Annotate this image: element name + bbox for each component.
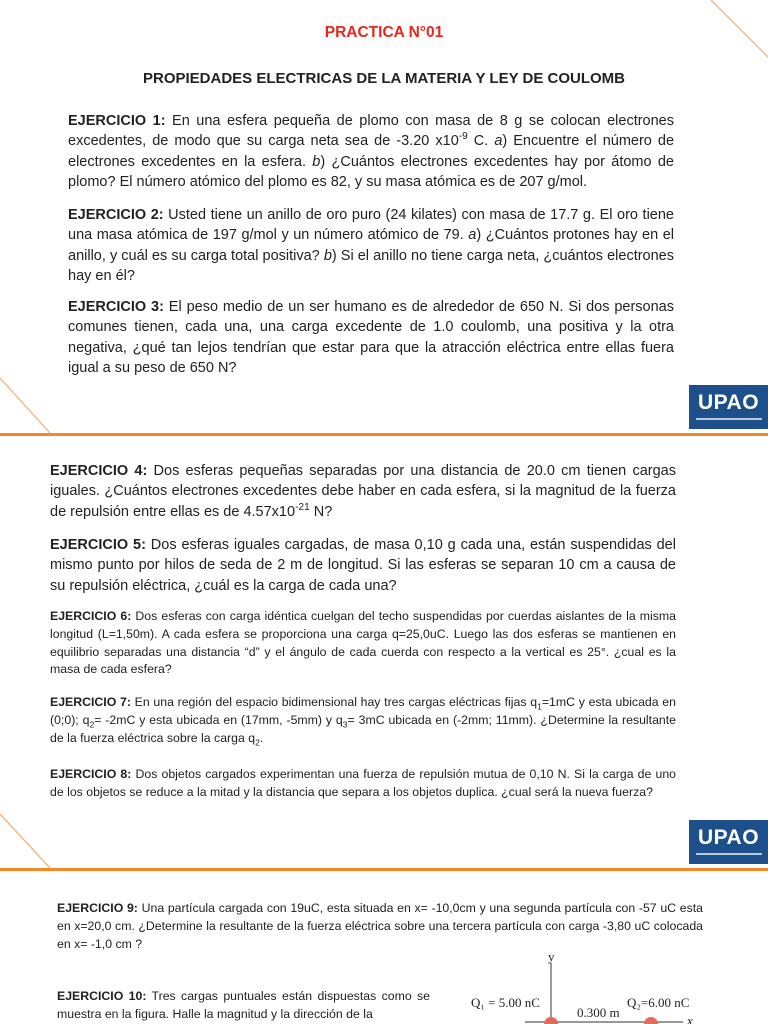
exercise-label: EJERCICIO 8: <box>50 767 132 781</box>
exercise-text: = -2mC y esta ubicada en (17mm, -5mm) y q <box>94 712 343 727</box>
exercise-text: En una esfera pequeña de plomo con masa de 8 g se colocan electrones excedentes, de modo que su carga neta sea de -3.20 x10 <box>68 113 674 150</box>
charges-figure <box>465 951 705 1024</box>
exercise-text: En una región del espacio bidimensional hay tres cargas eléctricas fijas q <box>130 695 538 709</box>
exercise-text: Usted tiene un anillo de oro puro (24 kilates) con masa de 17.7 g. El oro tiene una masa atómica de 197 g/mol y un número atómico de 79. <box>68 207 674 244</box>
exercise-10 <box>57 988 430 1024</box>
part-letter: b <box>312 153 321 170</box>
logo-text: UPAO <box>697 391 760 414</box>
charge-q2-label: Q₂=6.00 nC <box>627 995 690 1010</box>
exercise-text: = 3mC ubicada en (-2mm; 11mm). ¿Determine la resultante de la fuerza eléctrica sobre la carga q <box>50 712 677 745</box>
charge-q1-marker <box>544 1017 558 1024</box>
exercise-4 <box>50 461 676 522</box>
exercise-5 <box>50 535 676 596</box>
charge-q1-label: Q₁ = 5.00 nC <box>471 995 540 1010</box>
exercise-text: ) Encuentre el número de electrones excedentes en la esfera. <box>68 133 675 170</box>
exercise-label: EJERCICIO 10: <box>57 989 147 1003</box>
exercise-label: EJERCICIO 7: <box>50 695 131 709</box>
exercise-6 <box>50 608 676 679</box>
distance-label: 0.300 m <box>577 1005 620 1020</box>
exercise-label: EJERCICIO 9: <box>57 901 138 915</box>
exercise-text: Dos objetos cargados experimentan una fuerza de repulsión mutua de 0,10 N. Si la carga de uno de los objetos se reduce a la mitad y la distancia que separa a los objetos duplica. ¿cual será la nueva fuerza? <box>50 767 677 799</box>
practice-title: PRACTICA N°01 <box>324 24 444 41</box>
exercise-label: EJERCICIO 3: <box>68 299 164 315</box>
upao-logo <box>689 820 768 864</box>
exercise-text: ) ¿Cuántos protones hay en el anillo, y cuál es su carga total positiva? <box>68 227 674 264</box>
exercise-text: ) ¿Cuántos electrones excedentes hay por átomo de plomo? El número atómico del plomo es 82, y su masa atómica es de 207 g/mol. <box>68 153 674 190</box>
subscript: 3 <box>342 719 348 730</box>
exercise-label: EJERCICIO 6: <box>50 609 132 623</box>
exercise-label: EJERCICIO 4: <box>50 463 148 479</box>
x-axis-label: x <box>687 1013 693 1024</box>
exercise-text: . <box>259 730 264 745</box>
exercise-2 <box>68 205 674 286</box>
exercise-3 <box>68 297 674 378</box>
exercise-label: EJERCICIO 1: <box>68 113 166 129</box>
exercise-1 <box>68 111 674 192</box>
practice-subtitle: PROPIEDADES ELECTRICAS DE LA MATERIA Y LEY DE COULOMB <box>143 70 625 87</box>
slide-1 <box>0 0 768 433</box>
slide-3 <box>0 871 768 1024</box>
charge-q2-marker <box>644 1017 658 1024</box>
exercise-9 <box>57 900 703 953</box>
exercise-text: C. <box>467 133 495 150</box>
exercise-label: EJERCICIO 5: <box>50 537 146 553</box>
exercise-text: N? <box>309 503 333 520</box>
exercise-text: =1mC y esta ubicada en (0;0); q <box>50 695 676 727</box>
exercise-text: El peso medio de un ser humano es de alrededor de 650 N. Si dos personas comunes tienen, cada una, una carga excedente de 1.0 coulomb, una positiva y la otra negativa, ¿qué tan lejos tendrían que estar para que la atracción eléctrica entre ellas fuera igual a su peso de 650 N? <box>68 299 674 376</box>
part-letter: b <box>323 247 332 264</box>
exercise-8 <box>50 766 676 802</box>
part-letter: a <box>494 133 503 150</box>
exercise-text: Dos esferas pequeñas separadas por una distancia de 20.0 cm tienen cargas iguales. ¿Cuántos electrones excedentes debe haber en cada esfera, si la magnitud de la fuerza de repulsión entre ellas es de 4.57x10 <box>50 463 676 520</box>
subscript: 1 <box>537 701 542 712</box>
logo-text: UPAO <box>697 826 760 849</box>
exercise-text: ) Si el anillo no tiene carga neta, ¿cuántos electrones hay en él? <box>68 247 674 284</box>
upao-logo <box>689 385 768 429</box>
part-letter: a <box>468 227 477 244</box>
exponent: -9 <box>458 131 468 143</box>
exercise-text: Dos esferas con carga idéntica cuelgan del techo suspendidas por cuerdas aislantes de la misma longitud (L=1,50m). A cada esfera se proporciona una carga q=25,0uC. Luego las dos esferas se mantienen en equilibrio separadas una distancia “d” y el ángulo de cada cuerda con respecto a la vertical es 25°. ¿cual es la masa de cada esfera? <box>50 609 676 677</box>
exponent: -21 <box>295 501 310 513</box>
exercise-text: Una partícula cargada con 19uC, esta situada en x= -10,0cm y una segunda partícula con -57 uC esta en x=20,0 cm. ¿Determine la resultante de la fuerza eléctrica sobre una tercera partícula con carga -3,80 uC colocada en x= -1,0 cm ? <box>57 901 703 951</box>
exercise-7 <box>50 694 676 747</box>
y-axis-label: y <box>548 951 555 964</box>
subscript: 2 <box>255 737 260 748</box>
exercise-text: Tres cargas puntuales están dispuestas como se muestra en la figura. Halle la magnitud y la dirección de la <box>57 989 430 1021</box>
exercise-text: Dos esferas iguales cargadas, de masa 0,10 g cada una, están suspendidas del mismo punto por hilos de seda de 2 m de longitud. Si las esferas se separan 10 cm a causa de su repulsión eléctrica, ¿cuál es la carga de cada una? <box>50 537 676 594</box>
exercise-label: EJERCICIO 2: <box>68 207 164 223</box>
slide-2 <box>0 436 768 868</box>
subscript: 2 <box>89 719 95 730</box>
